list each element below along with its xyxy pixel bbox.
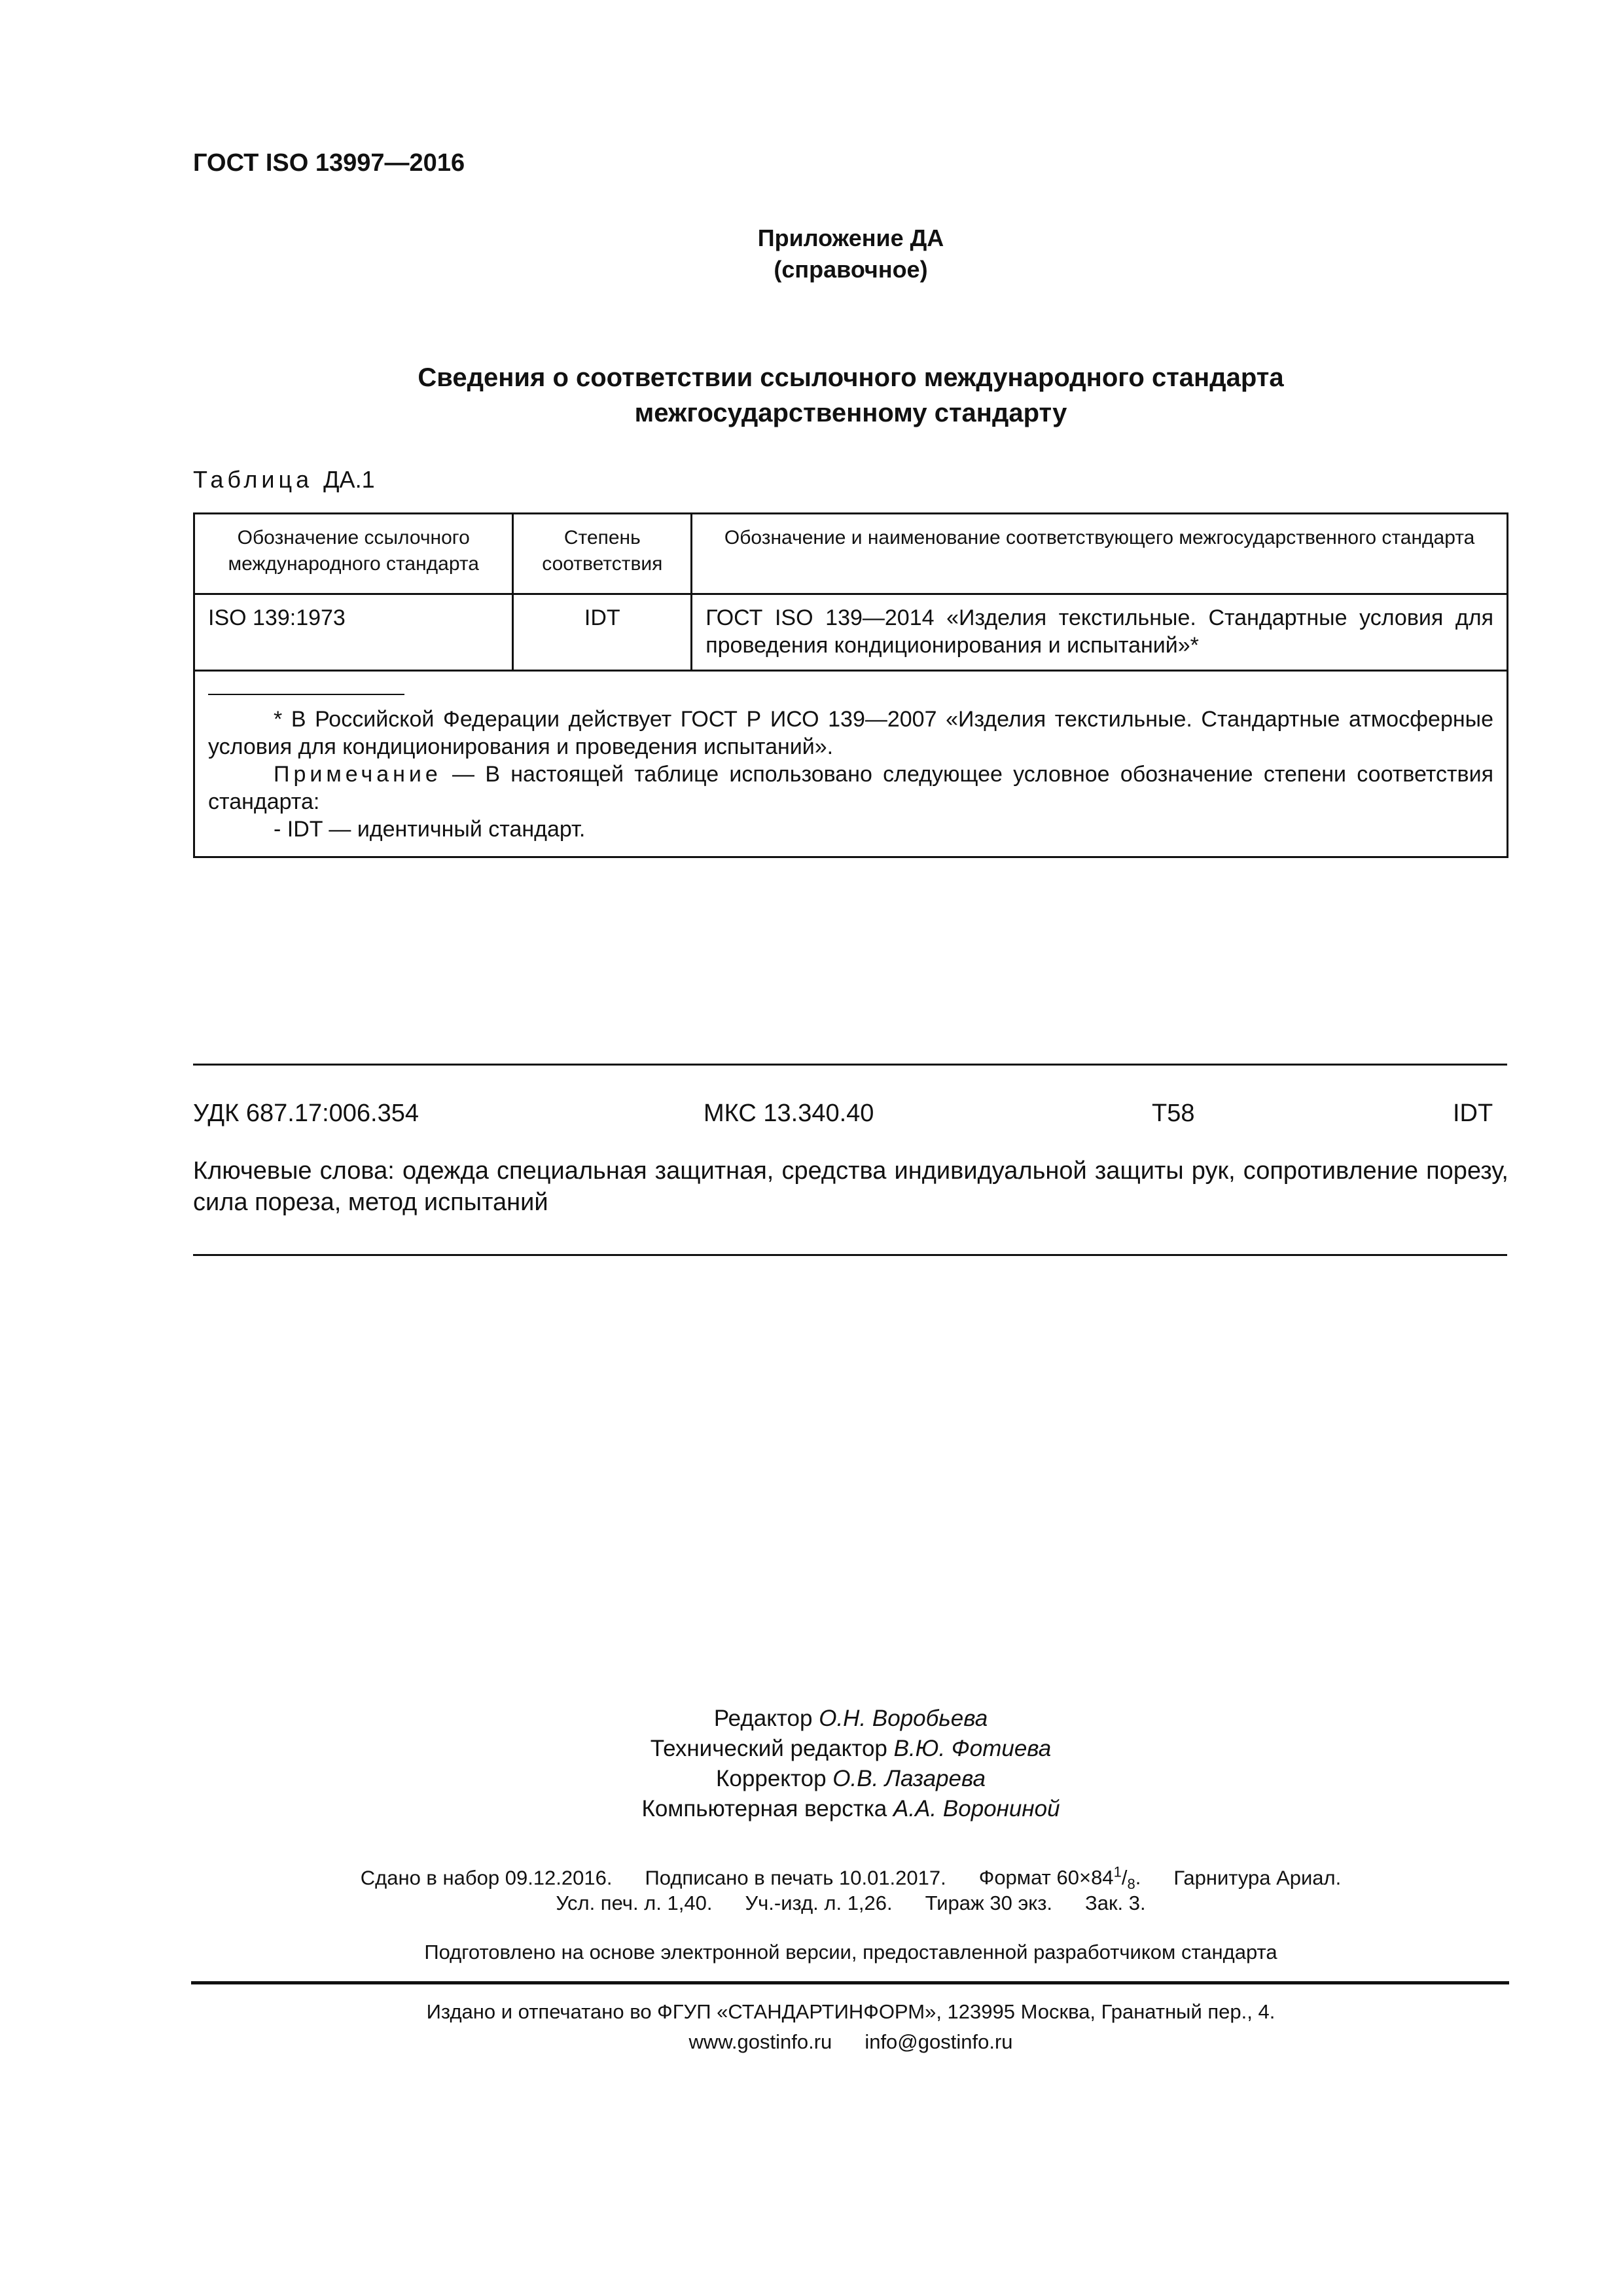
document-code: ГОСТ ISO 13997—2016 (193, 149, 465, 177)
footnote-divider (208, 694, 404, 695)
staff-corrector (524, 1764, 1178, 1794)
section-title-line-1: Сведения о соответствии ссылочного международного стандарта (418, 363, 1284, 392)
header-degree: Степень соответствия (513, 514, 692, 594)
table-row (194, 594, 1508, 671)
table-footnote-row (194, 671, 1508, 857)
note-text: — В настоящей таблице использовано следующее условное обозначение степени соответствия стандарта: (208, 762, 1493, 814)
format-prefix: Формат 60×84 (978, 1866, 1114, 1890)
publisher-rule (191, 1981, 1509, 1984)
table-label-number: ДА.1 (323, 466, 375, 493)
section-title (196, 360, 1505, 431)
signed-date: Подписано в печать 10.01.2017. (645, 1866, 946, 1890)
staff-role: Технический редактор (650, 1736, 887, 1761)
staff-tech-editor (524, 1734, 1178, 1764)
order-number: Зак. 3. (1085, 1892, 1146, 1914)
typeset-date: Сдано в набор 09.12.2016. (360, 1866, 613, 1890)
note-item: - IDT — идентичный стандарт. (274, 817, 586, 842)
footnote-text: * В Российской Федерации действует ГОСТ Р ИСО 139—2007 «Изделия текстильные. Стандартные атмосферные условия для кондиционирования и проведения испытаний». (208, 707, 1493, 759)
header-reference-standard: Обозначение ссылочного международного стандарта (194, 514, 513, 594)
typeface: Гарнитура Ариал. (1173, 1866, 1342, 1890)
format: Формат $60\times 84^1/_8$. (978, 1864, 1141, 1893)
publisher-info: Издано и отпечатано во ФГУП «СТАНДАРТИНФОРМ», 123995 Москва, Гранатный пер., 4. (426, 2000, 1275, 2023)
staff-role: Компьютерная верстка (641, 1796, 887, 1821)
format-denominator: 8 (1127, 1876, 1135, 1893)
staff-name: А.А. Ворониной (893, 1796, 1060, 1821)
bibliographic-bottom-rule (193, 1254, 1507, 1256)
udk-code: УДК 687.17:006.354 (193, 1100, 419, 1127)
staff-list (524, 1704, 1178, 1824)
website-link[interactable]: www.gostinfo.ru (688, 2030, 832, 2053)
bibliographic-top-rule (193, 1064, 1507, 1066)
table-label (193, 466, 375, 493)
staff-layout (524, 1794, 1178, 1824)
staff-name: О.Н. Воробьева (819, 1706, 988, 1731)
keywords: Ключевые слова: одежда специальная защитная, средства индивидуальной защиты рук, сопротивление порезу, сила пореза, метод испытаний (193, 1157, 1508, 1216)
t-code: Т58 (1152, 1100, 1195, 1127)
staff-role: Редактор (713, 1706, 813, 1731)
format-suffix: . (1135, 1866, 1141, 1890)
cell-interstate-standard: ГОСТ ISO 139—2014 «Изделия текстильные. Стандартные условия для проведения кондиционирования и испытаний»* (692, 594, 1508, 671)
note-label: Примечание (274, 762, 442, 787)
table-label-word: Таблица (193, 466, 313, 493)
header-interstate-standard: Обозначение и наименование соответствующего межгосударственного стандарта (692, 514, 1508, 594)
correspondence-table (193, 512, 1508, 858)
mks-code: МКС 13.340.40 (704, 1100, 874, 1127)
staff-role: Корректор (716, 1766, 827, 1791)
cell-degree: IDT (513, 594, 692, 671)
table-footnote-cell (194, 671, 1508, 857)
staff-name: О.В. Лазарева (832, 1766, 986, 1791)
section-title-line-2: межгосударственному стандарту (634, 399, 1067, 427)
print-sheets: Усл. печ. л. 1,40. (556, 1892, 713, 1914)
cell-reference-standard: ISO 139:1973 (194, 594, 513, 671)
publisher-contacts (193, 2027, 1508, 2057)
table-header-row (194, 514, 1508, 594)
prepared-note: Подготовлено на основе электронной версии, предоставленной разработчиком стандарта (424, 1941, 1277, 1964)
edit-sheets: Уч.-изд. л. 1,26. (745, 1892, 893, 1914)
staff-name: В.Ю. Фотиева (893, 1736, 1052, 1761)
copies: Тираж 30 экз. (925, 1892, 1053, 1914)
staff-editor (524, 1704, 1178, 1734)
appendix-kind: (справочное) (774, 256, 928, 283)
format-numerator: 1 (1113, 1864, 1122, 1880)
email-link[interactable]: info@gostinfo.ru (865, 2030, 1013, 2053)
publication-line-2 (193, 1888, 1508, 1918)
note-paragraph (208, 761, 1493, 816)
idt-code: IDT (1453, 1100, 1493, 1127)
appendix-title: Приложение ДА (757, 224, 944, 251)
